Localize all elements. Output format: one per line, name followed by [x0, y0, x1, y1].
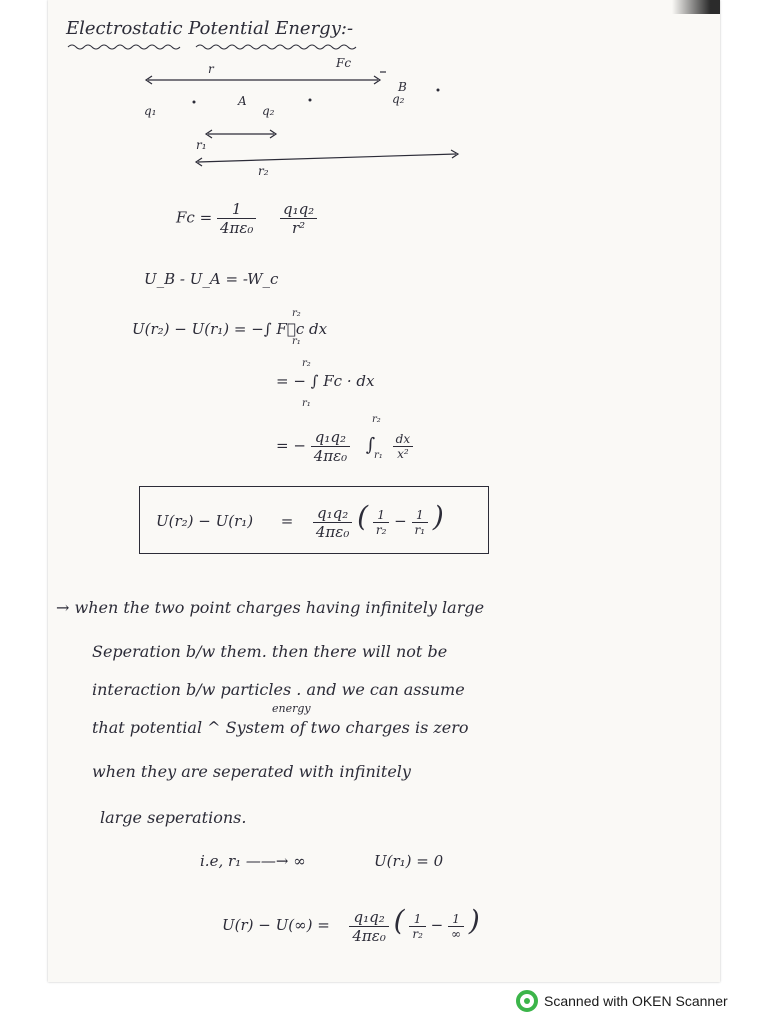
boxed-result: U(r₂) − U(r₁) = $\frac{\text{q₁q₂}}{\text{4πε₀}}$ ( $\frac{1}{\text{r₂}}$ − $\frac{1}{\text{r₁}}$ ): [156, 500, 444, 541]
paragraph-line-3: interaction b/w particles . and we can assume: [92, 680, 465, 699]
final-b-frac: $\frac{1}{\infty}$: [448, 912, 464, 941]
coulomb-force-eq: [176, 200, 317, 237]
a-label: A: [238, 94, 247, 108]
q2b-label: q₂: [392, 92, 405, 106]
q1-label: q₁: [144, 104, 157, 118]
q2-dot: [309, 99, 312, 102]
r2-label: r₂: [258, 164, 269, 178]
q1-dot: [193, 101, 196, 104]
paragraph-line-5: when they are seperated with infinitely: [92, 762, 411, 781]
scanned-page: [48, 0, 720, 982]
int1-upper: r₂: [292, 308, 301, 319]
int3-upper: r₂: [372, 414, 381, 425]
paragraph-line-2: Seperation b/w them. then there will not be: [92, 642, 448, 661]
ie-limit: i.e, r₁ ——→ ∞: [200, 852, 306, 870]
r2-arrow-line: [198, 154, 456, 162]
potential-diff-eq: U(r₂) − U(r₁) = −∫ F⃗c dx: [132, 320, 328, 338]
boxed-a-frac: $\frac{1}{\text{r₂}}$: [373, 508, 390, 537]
paragraph-line-1: → when the two point charges having infinitely large: [56, 598, 485, 617]
final-a-frac: $\frac{1}{\text{r₂}}$: [409, 912, 426, 941]
step3-eq: = − $\frac{\text{q₁q₂}}{\text{4πε₀}}$ ∫ $\frac{dx}{\text{x²}}$: [276, 428, 413, 465]
scan-edge-shadow: [672, 0, 720, 14]
q2-label: q₂: [262, 104, 275, 118]
watermark-text: Scanned with OKEN Scanner: [544, 993, 728, 1009]
fc-lhs: Fc =: [176, 208, 213, 227]
int2-upper: r₂: [302, 358, 311, 369]
fc-label: Fc: [336, 56, 352, 70]
paragraph-insert: energy: [272, 702, 311, 715]
fc-frac-1: $\frac{1}{\text{4πε₀}}$: [217, 200, 256, 237]
ub-ua-eq: U_B - U_A = -W_c: [144, 270, 279, 288]
r-label: r: [208, 62, 214, 76]
paragraph-line-6: large seperations.: [100, 808, 247, 827]
step2-eq: = − ∫ Fc · dx: [276, 372, 375, 390]
final-eq: U(r) − U(∞) = $\frac{\text{q₁q₂}}{\text{4πε₀}}$ ( $\frac{1}{\text{r₂}}$ − $\frac{1}{\infty}$ ): [222, 904, 480, 945]
int3-lower: r₁: [374, 450, 383, 461]
boxed-frac: $\frac{\text{q₁q₂}}{\text{4πε₀}}$: [313, 504, 352, 541]
step3-dx-frac: $\frac{dx}{\text{x²}}$: [393, 432, 413, 461]
boxed-b-frac: $\frac{1}{\text{r₁}}$: [412, 508, 429, 537]
fc-frac-2: $\frac{\text{q₁q₂}}{\text{r²}}$: [280, 200, 317, 237]
scanner-watermark: [516, 990, 728, 1012]
int2-lower: r₁: [302, 398, 311, 409]
r1-label: r₁: [196, 138, 207, 152]
oken-logo-icon: [516, 990, 538, 1012]
ie-u-zero: U(r₁) = 0: [374, 852, 444, 870]
q2b-dot: [437, 89, 440, 92]
step3-frac: $\frac{\text{q₁q₂}}{\text{4πε₀}}$: [311, 428, 350, 465]
int1-lower: r₁: [292, 336, 301, 347]
page-heading: Electrostatic Potential Energy:-: [66, 18, 354, 39]
paragraph-line-4: that potential ^ System of two charges is zero: [92, 718, 469, 737]
final-frac: $\frac{\text{q₁q₂}}{\text{4πε₀}}$: [349, 908, 388, 945]
charge-diagram: [138, 60, 478, 180]
heading-underline: [66, 42, 366, 52]
b-label: B: [398, 80, 407, 94]
